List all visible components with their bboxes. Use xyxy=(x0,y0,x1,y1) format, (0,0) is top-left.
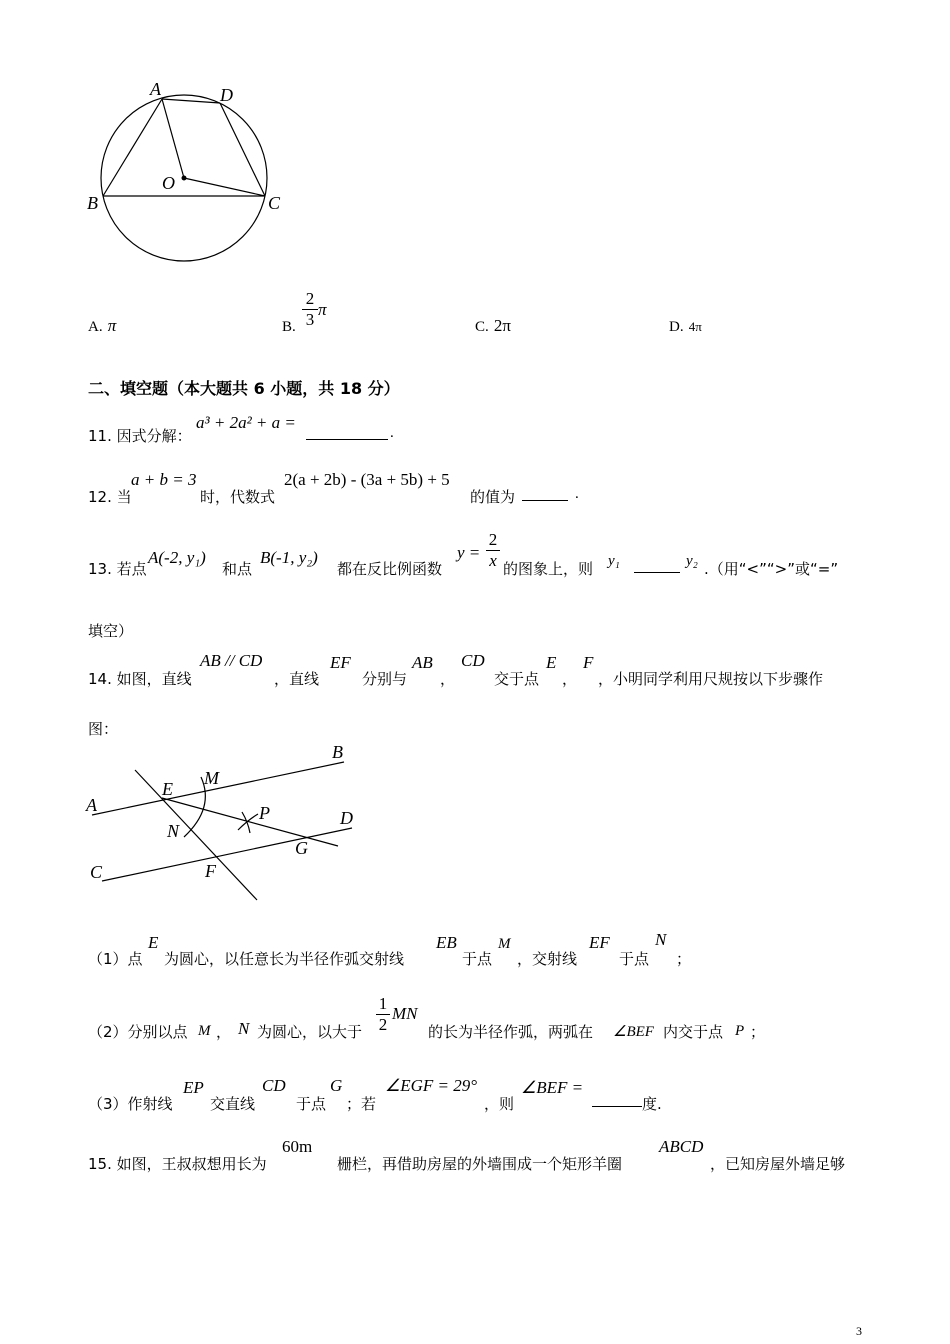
option-a-label: A. xyxy=(88,319,103,335)
step3-f: 度. xyxy=(642,1095,662,1113)
option-c-label: C. xyxy=(475,319,489,335)
option-b-pi: π xyxy=(318,300,327,319)
label-c: C xyxy=(90,862,103,882)
q12-suffix: 的值为 xyxy=(470,488,516,506)
step1-m: M xyxy=(498,936,511,952)
q14-t5: 图： xyxy=(88,720,119,738)
label-d: D xyxy=(340,808,353,828)
label-n: N xyxy=(167,821,180,841)
q14-t2: 分别与 xyxy=(362,670,408,688)
step2-b: 为圆心，以大于 xyxy=(257,1023,363,1041)
option-b-den: 3 xyxy=(302,309,318,330)
q11-expr: a³ + 2a² + a = xyxy=(196,413,296,432)
q12-expr: 2(a + 2b) - (3a + 5b) + 5 xyxy=(284,470,450,489)
option-c xyxy=(475,316,511,336)
q14-t4: ，小明同学利用尺规按以下步骤作 xyxy=(598,670,824,688)
q15-abcd: ABCD xyxy=(659,1137,704,1156)
q13-blank xyxy=(634,558,680,573)
q11-suffix: . xyxy=(390,425,394,441)
step1-n: N xyxy=(655,930,667,949)
step3-b: 交直线 xyxy=(210,1095,256,1113)
label-g: G xyxy=(295,838,308,858)
q15-prefix: 15. 如图，王叔叔想用长为 xyxy=(88,1155,267,1173)
option-c-value: 2π xyxy=(493,316,511,335)
q13-y1: y₁ xyxy=(608,553,620,569)
option-b-label: B. xyxy=(282,319,296,335)
q13-mid: 都在反比例函数 xyxy=(337,560,443,578)
step1-b: 为圆心，以任意长为半径作弧交射线 xyxy=(164,950,405,968)
step2-n: N xyxy=(238,1019,250,1038)
q15-mid: 栅栏，再借助房屋的外墙围成一个矩形羊圈 xyxy=(337,1155,623,1173)
step3-q: ∠BEF = xyxy=(521,1078,584,1097)
segment-oc xyxy=(184,178,265,196)
q14-ef: EF xyxy=(330,653,351,672)
center-dot xyxy=(182,176,187,181)
q14-prefix: 14. 如图，直线 xyxy=(88,670,192,688)
label-a: A xyxy=(150,79,161,99)
label-e: E xyxy=(162,779,173,799)
q13-func-den: x xyxy=(486,550,500,571)
q11-prefix: 11. 因式分解： xyxy=(88,427,192,445)
option-b-num: 2 xyxy=(305,289,315,308)
step1-end: ； xyxy=(676,950,692,968)
circle-figure xyxy=(80,75,300,270)
label-b: B xyxy=(332,742,343,762)
q13-prefix: 13. 若点 xyxy=(88,560,147,578)
step1-c: 于点 xyxy=(462,950,493,968)
q13-point-b: B(-1, y₂) xyxy=(260,548,318,567)
step2-mn: MN xyxy=(392,1004,418,1023)
q13-func-num: 2 xyxy=(488,530,498,549)
step1-d: ，交射线 xyxy=(517,950,578,968)
step2-a: （2）分别以点 xyxy=(88,1023,188,1041)
label-o: O xyxy=(162,173,175,193)
label-f: F xyxy=(205,861,216,881)
q15-len: 60m xyxy=(282,1137,313,1156)
option-b-fraction xyxy=(302,289,318,330)
q13-and: 和点 xyxy=(222,560,253,578)
step1-ef: EF xyxy=(589,933,610,952)
option-b xyxy=(282,316,296,336)
step2-d: 内交于点 xyxy=(663,1023,724,1041)
step1-a: （1）点 xyxy=(88,950,143,968)
q13-point-a: A(-2, y₁) xyxy=(148,548,206,567)
step3-cond: ∠EGF = 29° xyxy=(385,1076,478,1095)
q14-cd: CD xyxy=(461,651,485,670)
q12-prefix: 12. 当 xyxy=(88,488,132,506)
option-d-label: D. xyxy=(669,319,684,335)
step2-num: 1 xyxy=(378,994,388,1013)
lines-figure xyxy=(80,740,370,910)
line-cd xyxy=(102,828,352,881)
segment-ao xyxy=(162,99,184,178)
option-d xyxy=(669,316,702,336)
line-ef xyxy=(135,770,257,900)
q13-hint2: 填空） xyxy=(88,622,134,640)
q14-f: F xyxy=(583,653,594,672)
q11-blank xyxy=(306,425,388,440)
q14-comma2: ， xyxy=(562,670,578,688)
q12-end: . xyxy=(575,486,579,502)
label-p: P xyxy=(259,803,270,823)
q14-ab-cd: AB // CD xyxy=(200,651,263,670)
step1-eb: EB xyxy=(436,933,457,952)
step2-c: 的长为半径作弧，两弧在 xyxy=(428,1023,594,1041)
step3-ep: EP xyxy=(183,1078,204,1097)
option-a-value: π xyxy=(107,316,117,335)
q13-hint: .（用“<”“>”或“=” xyxy=(704,560,839,578)
step2-m: M xyxy=(198,1023,211,1039)
step3-d: ；若 xyxy=(346,1095,377,1113)
q12-cond: a + b = 3 xyxy=(131,470,197,489)
q12-blank xyxy=(522,486,568,501)
q12-mid: 时，代数式 xyxy=(200,488,276,506)
option-d-value: 4π xyxy=(688,319,702,334)
q14-comma: ， xyxy=(440,670,456,688)
step3-c: 于点 xyxy=(296,1095,327,1113)
segment-dc xyxy=(220,103,265,196)
step1-e: E xyxy=(148,933,159,952)
label-c: C xyxy=(268,193,281,213)
section-title: 二、填空题（本大题共 6 小题，共 18 分） xyxy=(88,379,400,398)
step3-blank xyxy=(592,1092,642,1107)
page-number: 3 xyxy=(856,1324,862,1338)
q14-t3: 交于点 xyxy=(494,670,540,688)
q14-ab: AB xyxy=(412,653,433,672)
q13-func-y: y = xyxy=(457,543,481,562)
option-a xyxy=(88,316,116,336)
ray-ep xyxy=(162,798,338,846)
q13-func-frac xyxy=(486,530,500,571)
step3-a: （3）作射线 xyxy=(88,1095,173,1113)
q13-y2: y₂ xyxy=(686,553,698,569)
step3-cd: CD xyxy=(262,1076,286,1095)
step2-comma: ， xyxy=(216,1023,232,1041)
step2-p: P xyxy=(735,1023,745,1039)
step3-g: G xyxy=(330,1076,343,1095)
label-d: D xyxy=(220,85,233,105)
step1-e2: 于点 xyxy=(619,950,650,968)
label-m: M xyxy=(204,768,219,788)
q15-suffix: ，已知房屋外墙足够 xyxy=(710,1155,846,1173)
step2-angle: ∠BEF xyxy=(613,1024,654,1040)
step2-frac xyxy=(376,994,390,1035)
label-a: A xyxy=(86,795,97,815)
label-b: B xyxy=(87,193,98,213)
step3-e: ，则 xyxy=(484,1095,515,1113)
step2-end: ； xyxy=(750,1023,766,1041)
q14-t1: ，直线 xyxy=(274,670,320,688)
q13-mid2: 的图象上，则 xyxy=(503,560,594,578)
step2-den: 2 xyxy=(376,1014,390,1035)
q14-e: E xyxy=(546,653,557,672)
